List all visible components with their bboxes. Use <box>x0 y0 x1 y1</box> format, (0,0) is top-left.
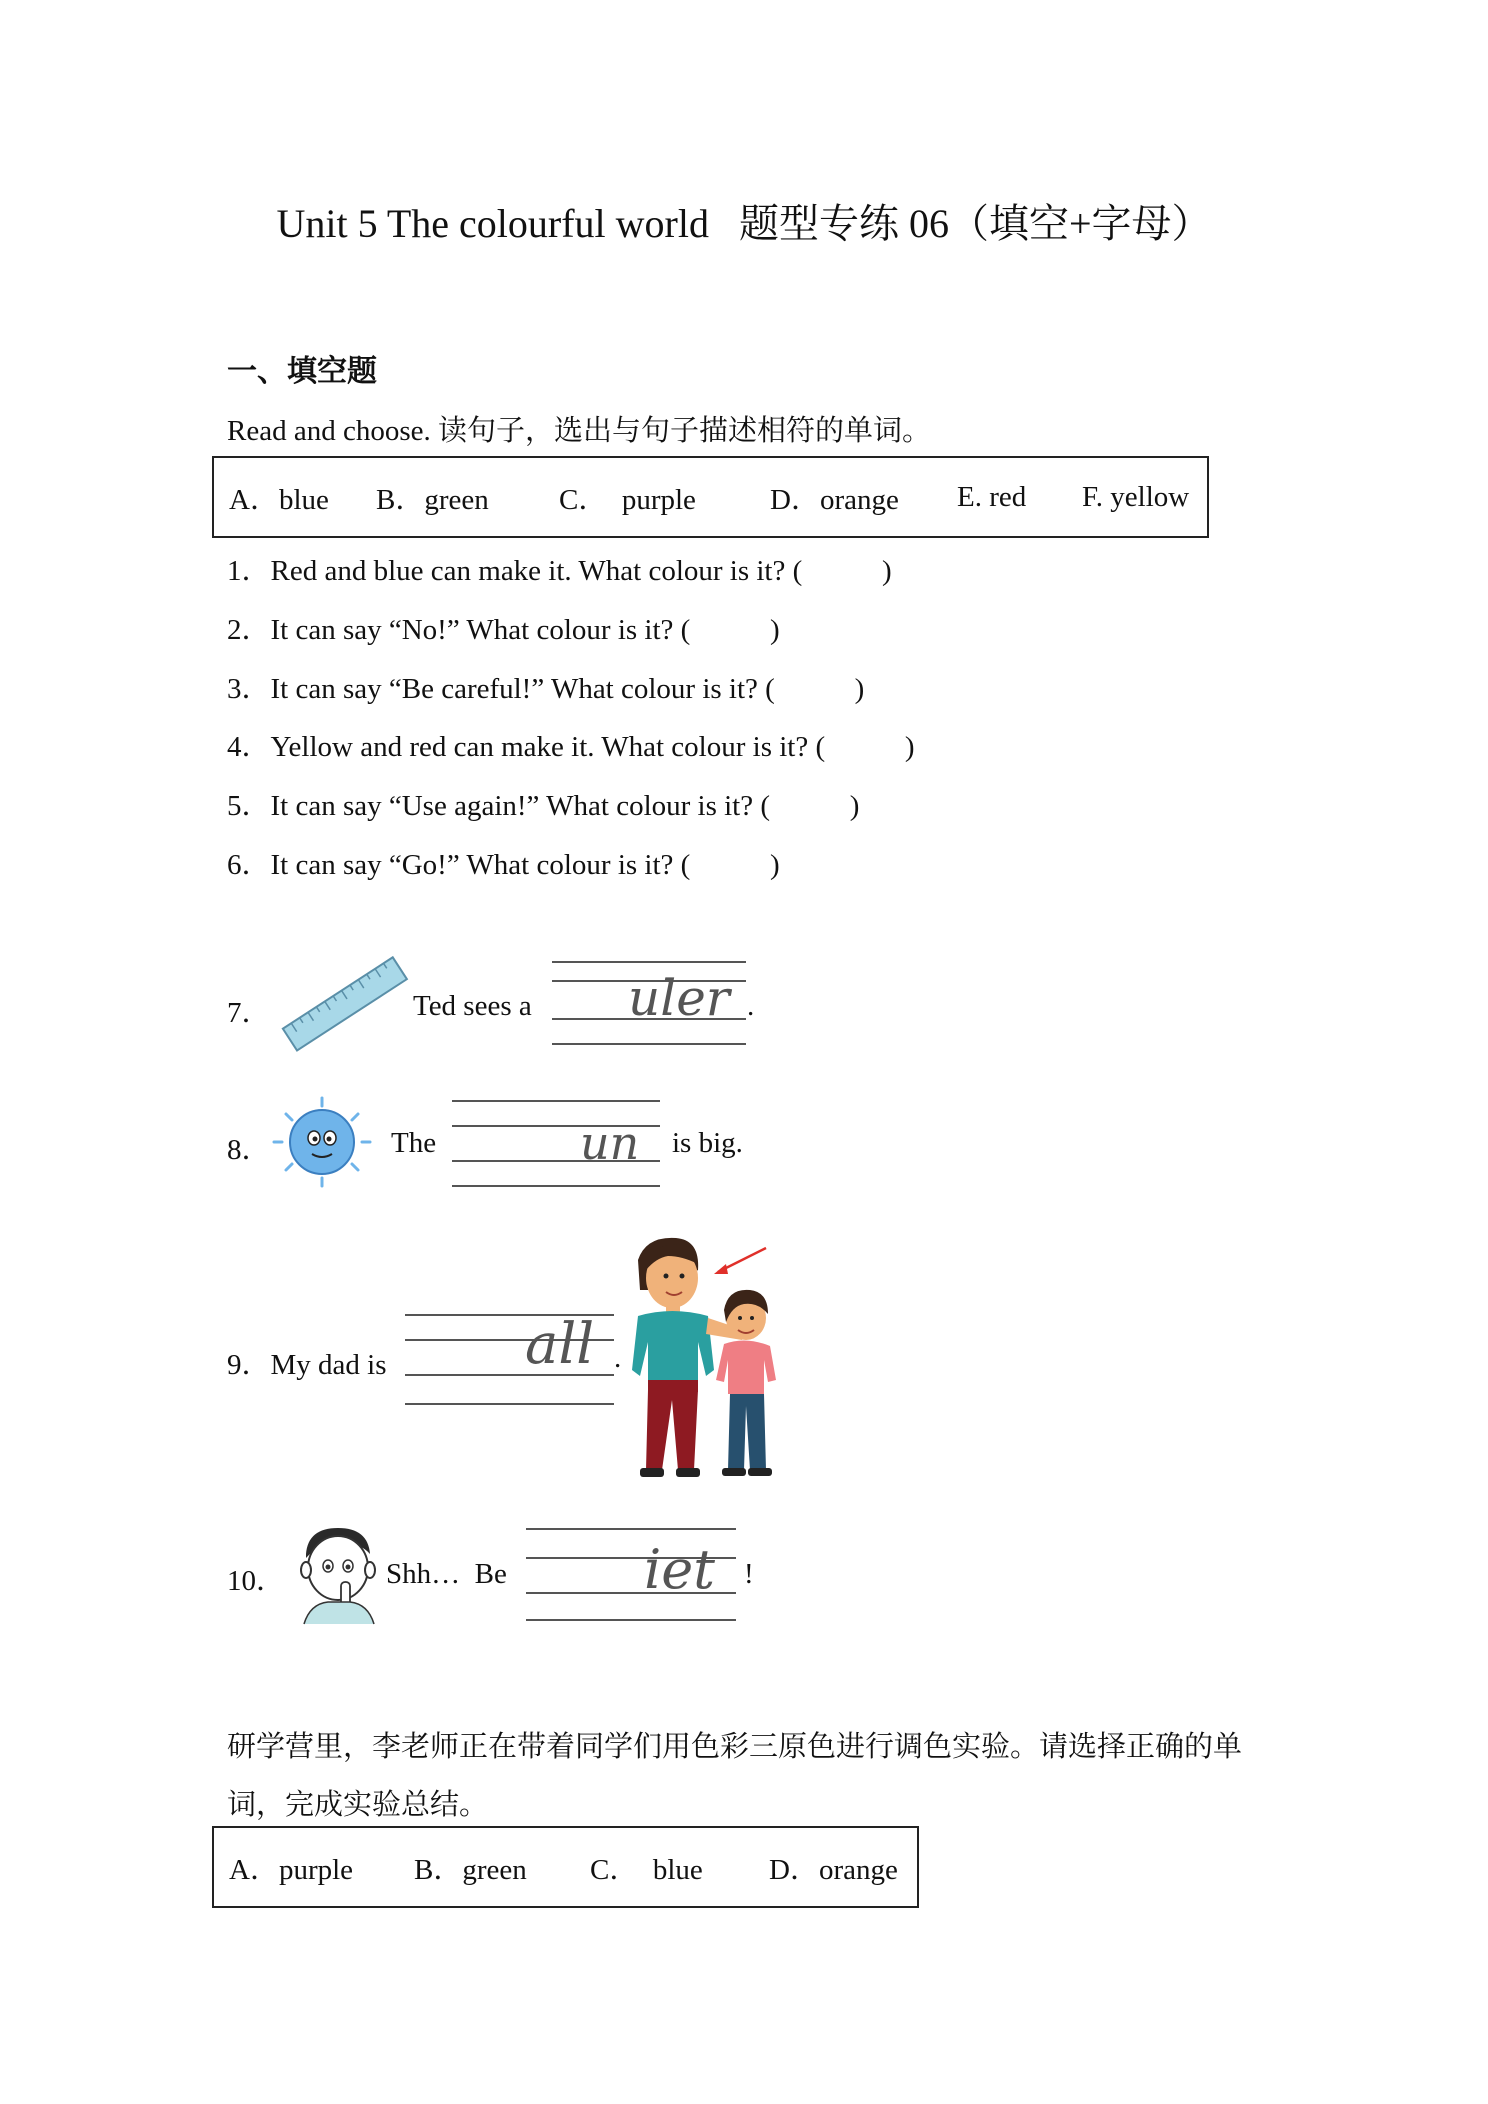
handwritten-answer: un <box>580 1116 640 1170</box>
word-option: A．purple <box>229 1853 354 1886</box>
section-heading: 一、填空题 <box>227 355 377 388</box>
question-9-text: 9．My dad is <box>227 1349 387 1381</box>
writing-lines-q7 <box>552 957 746 1047</box>
question-7-number: 7． <box>227 997 271 1029</box>
experiment-instruction-line2: 词，完成实验总结。 <box>227 1789 489 1821</box>
handwritten-answer: uler <box>628 969 730 1027</box>
question-2: 2．It can say “No!” What colour is it? ( ) <box>227 614 780 646</box>
word-option: B．green <box>414 1853 527 1886</box>
boy-shush-icon <box>298 1524 380 1626</box>
question-7-text: Ted sees a <box>413 990 532 1022</box>
handwritten-answer: all <box>525 1312 595 1377</box>
word-option: D．orange <box>769 1853 898 1886</box>
word-option: A．blue <box>229 483 329 516</box>
question-1: 1．Red and blue can make it. What colour is it? ( ) <box>227 555 892 587</box>
writing-lines-q9 <box>405 1310 614 1406</box>
question-8-number: 8． <box>227 1134 271 1166</box>
word-option: C． purple <box>559 483 696 516</box>
question-8-end: is big. <box>672 1127 743 1159</box>
worksheet-title: Unit 5 The colourful world 题型专练 06（填空+字母） <box>276 201 1212 246</box>
question-10-number: 10． <box>227 1565 286 1597</box>
experiment-word-bank-box <box>212 1826 919 1908</box>
dad-and-son-illustration <box>626 1230 796 1485</box>
handwritten-answer: iet <box>644 1538 715 1601</box>
question-10-end: ! <box>744 1558 754 1590</box>
question-3: 3．It can say “Be careful!” What colour is it? ( ) <box>227 673 865 705</box>
question-4: 4．Yellow and red can make it. What colour is it? ( ) <box>227 731 915 763</box>
word-option: F. yellow <box>1082 480 1190 513</box>
writing-lines-q8 <box>452 1096 660 1188</box>
question-8-text: The <box>391 1127 437 1159</box>
word-option: D．orange <box>770 483 899 516</box>
instruction-text: Read and choose. 读句子，选出与句子描述相符的单词。 <box>227 415 931 447</box>
word-option: C． blue <box>590 1853 703 1886</box>
writing-lines-q10 <box>526 1524 736 1622</box>
question-6: 6．It can say “Go!” What colour is it? ( ) <box>227 849 780 881</box>
question-9-end: . <box>614 1342 622 1374</box>
question-5: 5．It can say “Use again!” What colour is it? ( ) <box>227 790 860 822</box>
question-7-end: . <box>747 990 755 1022</box>
sun-icon <box>270 1096 374 1188</box>
word-bank-box <box>212 456 1209 538</box>
experiment-instruction-line1: 研学营里，李老师正在带着同学们用色彩三原色进行调色实验。请选择正确的单 <box>227 1731 1243 1763</box>
word-option: B．green <box>376 483 489 516</box>
ruler-icon <box>278 955 413 1055</box>
word-option: E. red <box>957 480 1027 513</box>
question-10-text: Shh… Be <box>386 1558 507 1590</box>
